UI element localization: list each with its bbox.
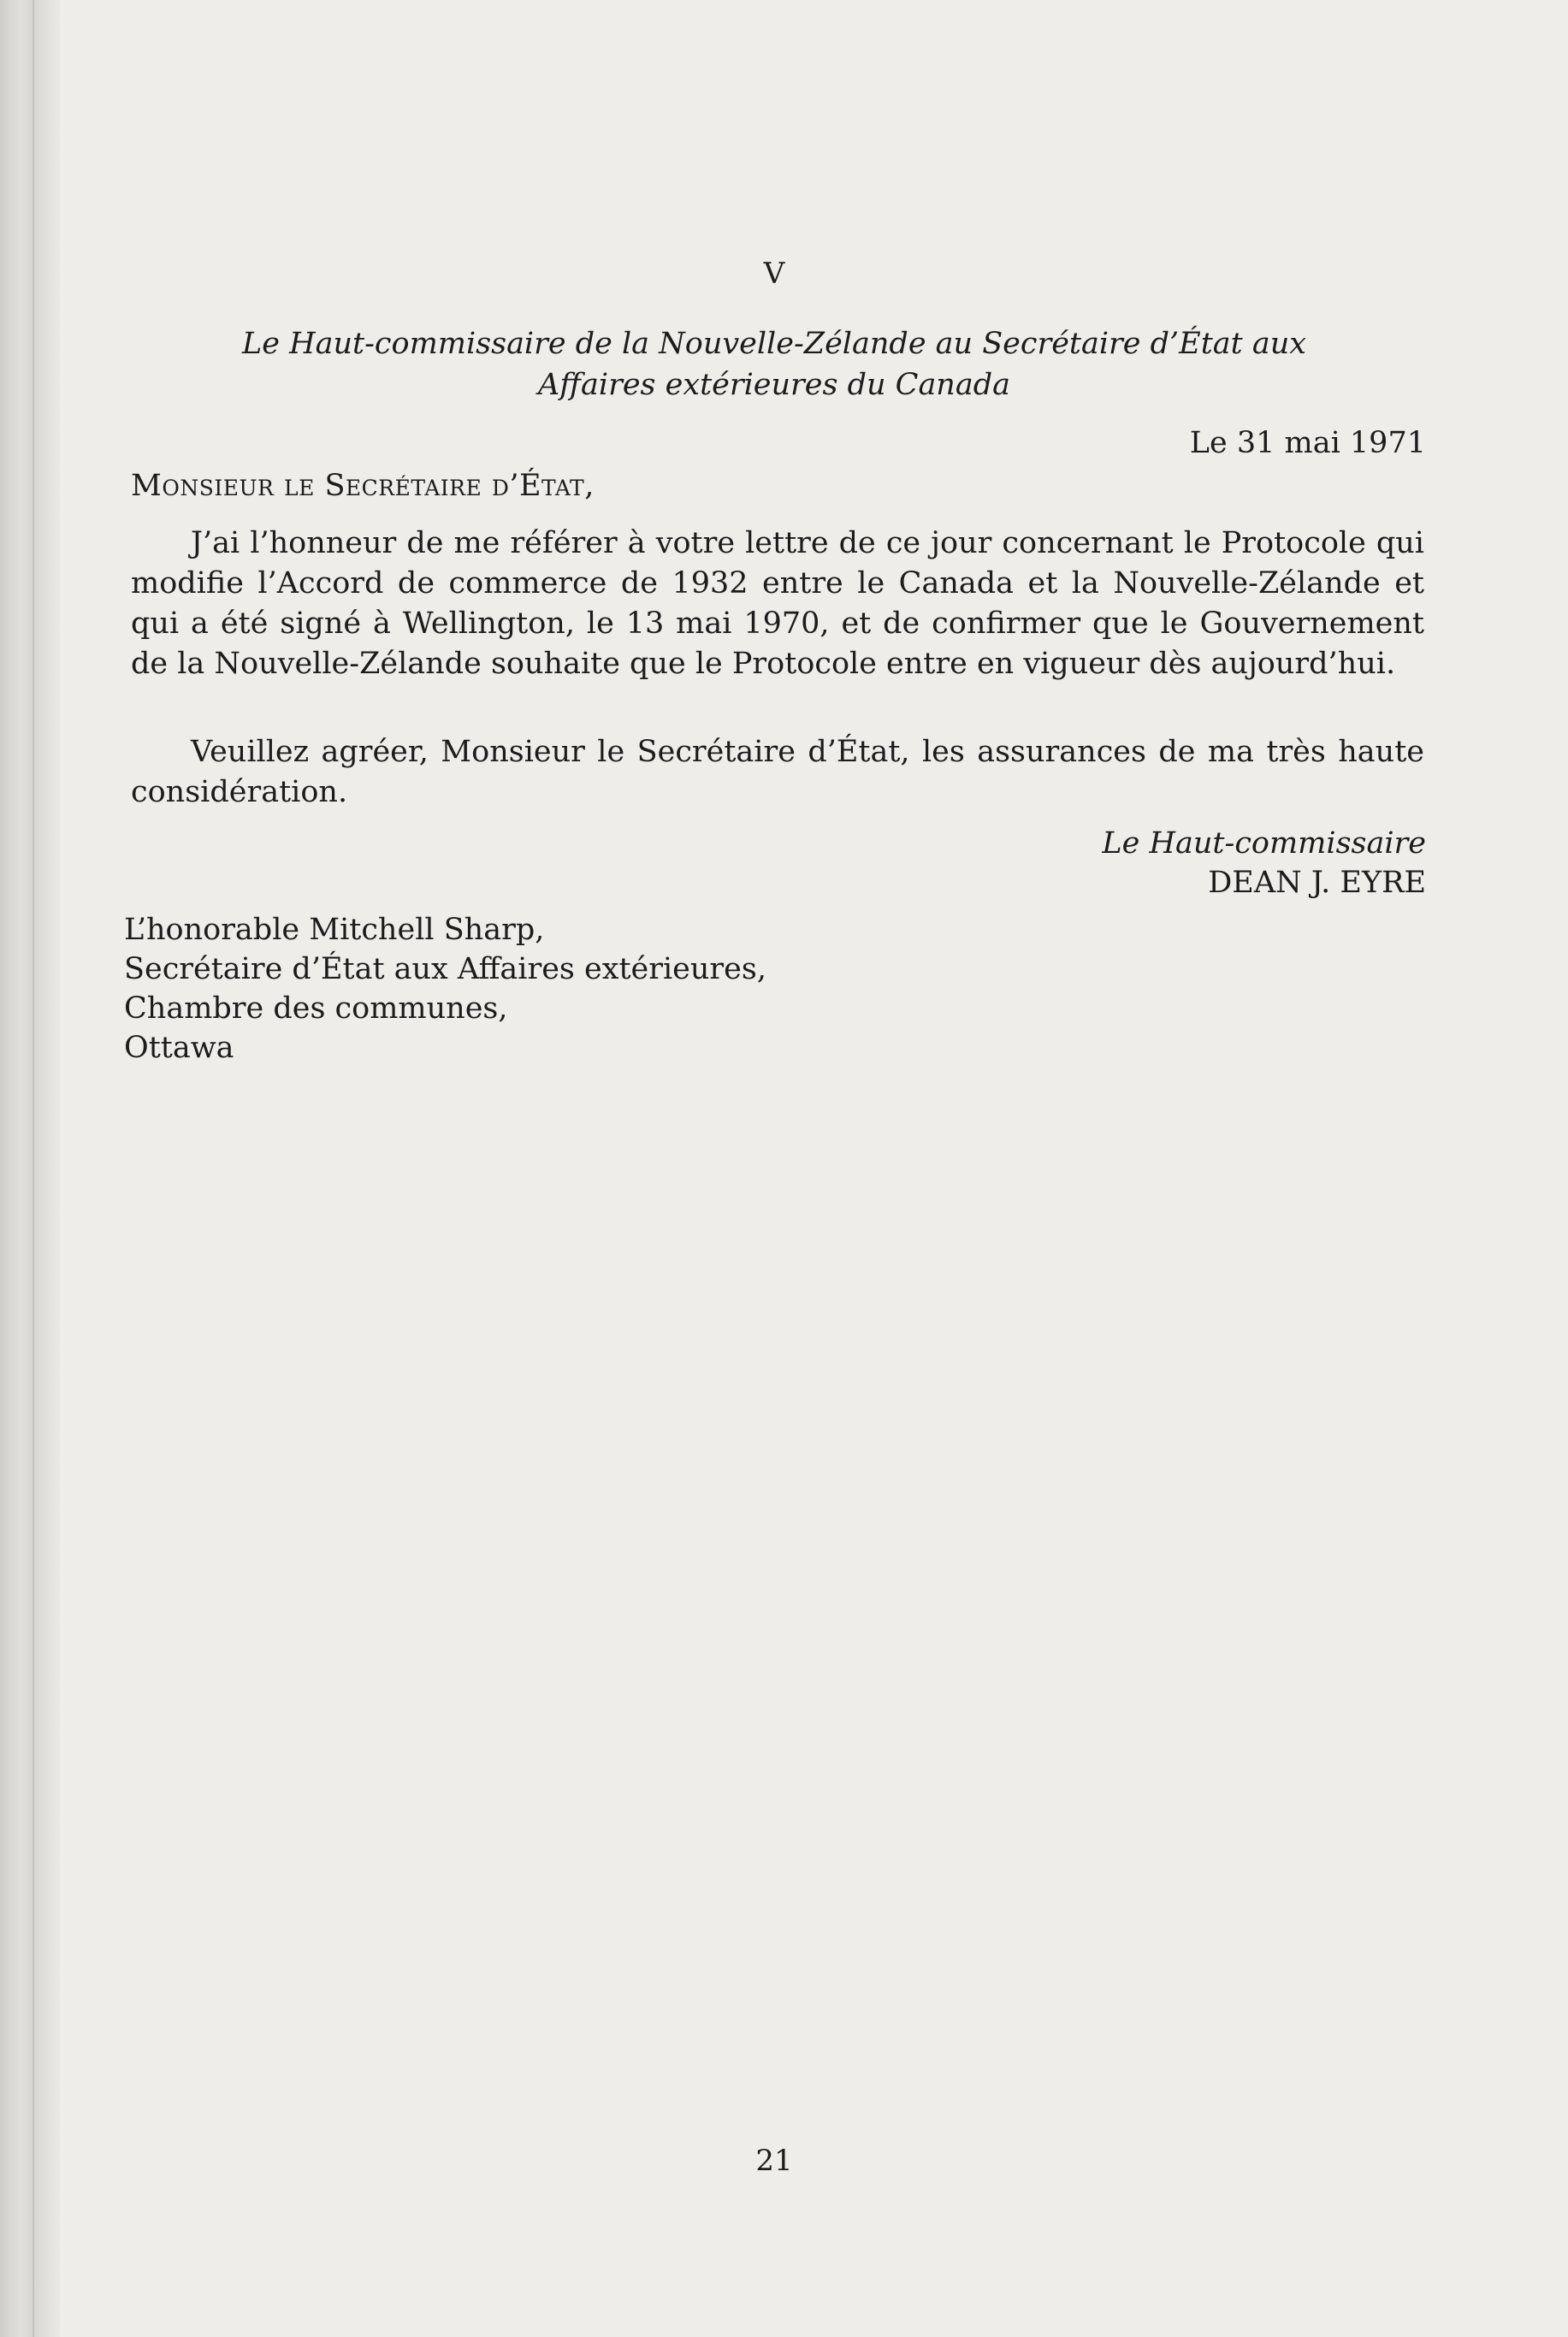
letter-heading-line-2: Affaires extérieures du Canada [537, 368, 1010, 402]
addressee-line-2: Secrétaire d’État aux Affaires extérieures, [124, 952, 766, 986]
addressee-block [124, 910, 766, 1068]
signature-title: Le Haut-commissaire [1102, 826, 1426, 861]
addressee-line-3: Chambre des communes, [124, 991, 508, 1026]
letter-salutation: Monsieur le Secrétaire d’État, [131, 469, 595, 503]
letter-heading [124, 323, 1424, 405]
section-numeral: V [763, 257, 785, 291]
letter-heading-line-1: Le Haut-commissaire de la Nouvelle-Zélande au Secrétaire d’État aux [242, 327, 1306, 361]
letter-date: Le 31 mai 1971 [1189, 426, 1426, 460]
letter-paragraph-2: Veuillez agréer, Monsieur le Secrétaire d’État, les assurances de ma très haute considération. [131, 735, 1424, 809]
addressee-line-4: Ottawa [124, 1031, 234, 1065]
addressee-line-1: L’honorable Mitchell Sharp, [124, 913, 545, 947]
book-spine-shadow [0, 0, 60, 2337]
page-number: 21 [755, 2144, 793, 2178]
signature-name: DEAN J. EYRE [1208, 866, 1426, 900]
letter-paragraph-1: J’ai l’honneur de me référer à votre lettre de ce jour concernant le Protocole qui modifie l’Accord de commerce de 1932 entre le Canada et la Nouvelle-Zélande et qui a été signé à Wellington, le 13 mai 1970, et de confirmer que le Gouvernement de la Nouvelle-Zélande souhaite que le Protocole entre en vigueur dès aujourd’hui. [131, 526, 1424, 681]
book-gutter-line [33, 0, 34, 2337]
document-page [124, 0, 1424, 2337]
